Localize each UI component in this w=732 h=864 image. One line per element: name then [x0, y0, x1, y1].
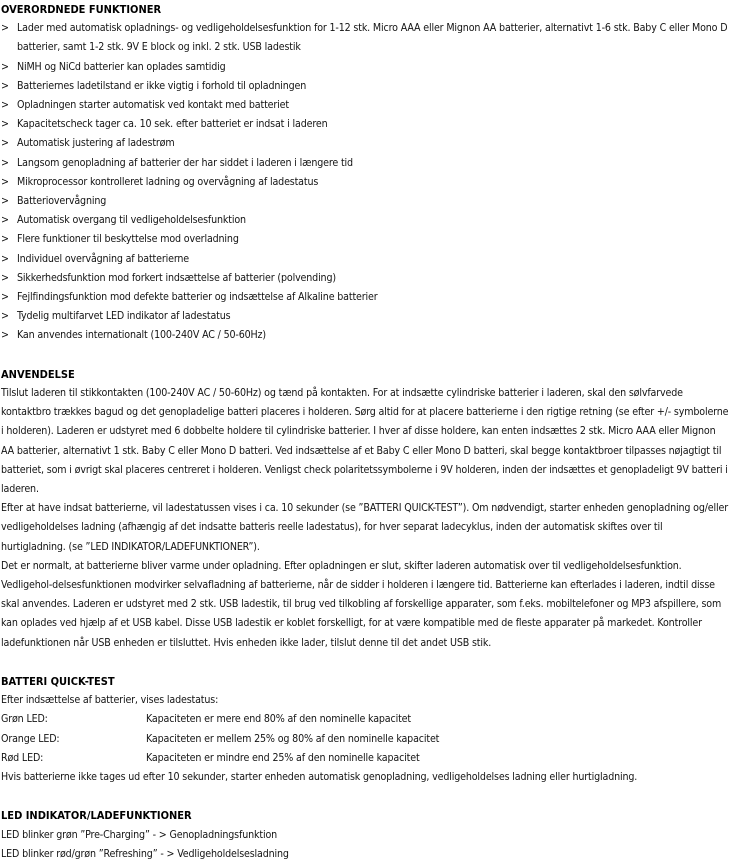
led-status-value: Kapaciteten er mere end 80% af den nominelle kapacitet: [146, 713, 411, 726]
led-status-value: Kapaciteten er mindre end 25% af den nominelle kapacitet: [146, 751, 420, 764]
led-status-label: Rød LED:: [1, 751, 44, 764]
list-marker: >: [1, 60, 9, 73]
list-item: [1, 154, 729, 173]
list-item-text: NiMH og NiCd batterier kan oplades samtidig: [17, 60, 226, 73]
led-function-line: LED blinker rød/grøn ”Refreshing” - > Vedligeholdelsesladning: [1, 847, 289, 860]
list-item-text: Kan anvendes internationalt (100-240V AC / 50-60Hz): [17, 329, 266, 342]
led-status-row: [1, 710, 729, 729]
list-item-text: Kapacitetscheck tager ca. 10 sek. efter batteriet er indsat i laderen: [17, 118, 328, 131]
list-item: [1, 326, 729, 345]
list-marker: >: [1, 175, 9, 188]
list-item: [1, 115, 729, 134]
led-status-value: Kapaciteten er mellem 25% og 80% af den nominelle kapacitet: [146, 732, 440, 745]
document-page: [1, 0, 729, 864]
list-marker: >: [1, 271, 9, 284]
list-item: [1, 19, 729, 57]
usage-paragraph: Tilslut laderen til stikkontakten (100-240V AC / 50-60Hz) og tænd på kontakten. For at indsætte cylindriske batterier i laderen, skal den sølvfarvede kontaktbro trækkes bagud og det genopladelige batteri placeres i holderen. Sørg altid for at placere batterierne i den rigtige retning (se efter +/- symbolerne i holderen). Laderen er udstyret med 6 dobbelte holdere til cylindriske batterier. I hver af disse holdere, kan enten indsættes 2 stk. Micro AAA eller Mignon AA batterier, alternativt 1 stk. Baby C eller Mono D batteri. Ved indsættelse af et Baby C eller Mono D batteri, skal begge kontaktbroer tilpasses nøjagtigt til batteriet, som i øvrigt skal placeres centreret i holderen. Venligst check polaritetssymbolerne i 9V holderen, inden der indsættes et genopladeligt 9V batteri i laderen.: [1, 387, 729, 496]
list-item: [1, 307, 729, 326]
list-marker: >: [1, 22, 9, 35]
led-status-row: [1, 749, 729, 768]
usage-paragraph: Efter at have indsat batterierne, vil ladestatussen vises i ca. 10 sekunder (se ”BATTERI QUICK-TEST”). Om nødvendigt, starter enheden genopladning og/eller vedligeholdelses ladning (afhængig af det indsatte batteris reelle ladestatus), for hver separat ladecyklus, inden der automatisk skiftes over til hurtigladning. (se ”LED INDIKATOR/LADEFUNKTIONER”).: [1, 502, 728, 553]
list-item: [1, 96, 729, 115]
led-heading: LED INDIKATOR/LADEFUNKTIONER: [1, 809, 192, 823]
list-marker: >: [1, 329, 9, 342]
list-marker: >: [1, 118, 9, 131]
section-spacer: [1, 787, 729, 806]
section-spacer: [1, 653, 729, 672]
list-item: [1, 250, 729, 269]
list-marker: >: [1, 310, 9, 323]
list-item-text: Tydelig multifarvet LED indikator af ladestatus: [17, 310, 231, 323]
led-function-line: LED blinker grøn ”Pre-Charging” - > Genopladningsfunktion: [1, 828, 278, 841]
list-item-text: Sikkerhedsfunktion mod forkert indsættelse af batterier (polvending): [17, 271, 336, 284]
list-item-text: Lader med automatisk opladnings- og vedligeholdelsesfunktion for 1-12 stk. Micro AAA eller Mignon AA batterier, alternativt 1-6 stk. Baby C eller Mono D batterier, samt 1-2 stk. 9V E block og inkl. 2 stk. USB ladestik: [17, 22, 728, 54]
usage-heading: ANVENDELSE: [1, 367, 75, 381]
list-item-text: Individuel overvågning af batterierne: [17, 252, 190, 265]
list-item-text: Flere funktioner til beskyttelse mod overladning: [17, 233, 239, 246]
features-list: [1, 19, 729, 345]
list-item-text: Mikroprocessor kontrolleret ladning og overvågning af ladestatus: [17, 175, 319, 188]
led-status-label: Orange LED:: [1, 732, 60, 745]
list-item-text: Batteriovervågning: [17, 195, 107, 208]
list-marker: >: [1, 79, 9, 92]
list-item: [1, 269, 729, 288]
list-item: [1, 192, 729, 211]
list-item-text: Automatisk overgang til vedligeholdelsesfunktion: [17, 214, 246, 227]
list-item-text: Langsom genopladning af batterier der har siddet i laderen i længere tid: [17, 156, 353, 169]
section-spacer: [1, 346, 729, 365]
list-item: [1, 211, 729, 230]
list-marker: >: [1, 291, 9, 304]
usage-paragraph: Det er normalt, at batterierne bliver varme under opladning. Efter opladningen er slut, skifter laderen automatisk over til vedligeholdelsesfunktion. Vedligehol-delsesfunktionen modvirker selvafladning af batterierne, når de sidder i holderen i længere tid. Batterierne kan efterlades i laderen, indtil disse skal anvendes. Laderen er udstyret med 2 stk. USB ladestik, til brug ved tilkobling af forskellige apparater, som f.eks. mobiltelefoner og MP3 afspillere, som kan oplades ved hjælp af et USB kabel. Disse USB ladestik er koblet forskelligt, for at være kompatible med de fleste apparater på markedet. Kontroller ladefunktionen når USB enheden er tilsluttet. Hvis enheden ikke lader, tilslut denne til det andet USB stik.: [1, 559, 722, 649]
list-marker: >: [1, 137, 9, 150]
list-marker: >: [1, 252, 9, 265]
list-item-text: Fejlfindingsfunktion mod defekte batterier og indsættelse af Alkaline batterier: [17, 291, 378, 304]
list-item: [1, 173, 729, 192]
list-marker: >: [1, 214, 9, 227]
list-item-text: Automatisk justering af ladestrøm: [17, 137, 175, 150]
list-marker: >: [1, 156, 9, 169]
led-status-label: Grøn LED:: [1, 713, 48, 726]
list-marker: >: [1, 233, 9, 246]
list-item: [1, 134, 729, 153]
list-marker: >: [1, 195, 9, 208]
list-item-text: Batteriernes ladetilstand er ikke vigtig i forhold til opladningen: [17, 79, 307, 92]
list-item: [1, 288, 729, 307]
list-marker: >: [1, 99, 9, 111]
quicktest-outro: Hvis batterierne ikke tages ud efter 10 sekunder, starter enheden automatisk genopladning, vedligeholdelses ladning eller hurtigladning.: [1, 771, 638, 784]
list-item-text: Opladningen starter automatisk ved kontakt med batteriet: [17, 99, 289, 111]
features-heading: OVERORDNEDE FUNKTIONER: [1, 3, 162, 16]
list-item: [1, 230, 729, 249]
list-item: [1, 77, 729, 96]
led-status-row: [1, 730, 729, 749]
quicktest-heading: BATTERI QUICK-TEST: [1, 675, 115, 689]
quicktest-intro: Efter indsættelse af batterier, vises ladestatus:: [1, 694, 219, 707]
list-item: [1, 58, 729, 77]
